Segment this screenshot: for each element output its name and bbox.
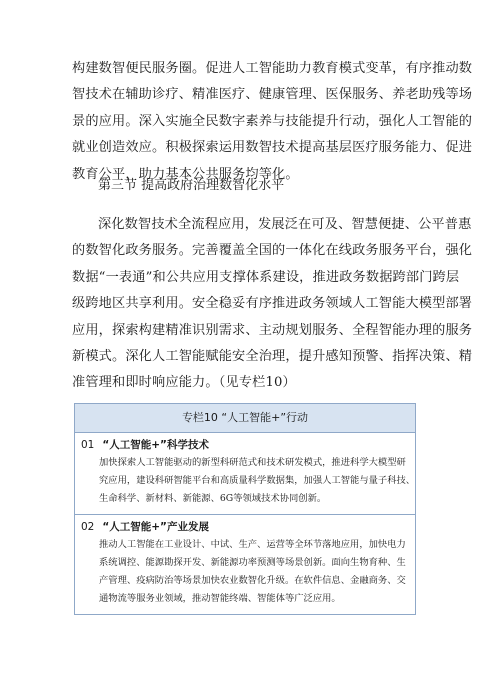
paragraph-public-services	[72, 56, 473, 188]
item-number: 01	[81, 439, 95, 451]
text-line: 准管理和即时响应能力。（见专栏10）	[72, 375, 296, 391]
text-line: 就业创造效应。积极探索运用数智技术提高基层医疗服务能力、促进	[72, 140, 473, 156]
item-line: 推动人工智能在工业设计、中试、生产、运营等全环节落地应用，加快电力	[99, 539, 406, 550]
text-line: 构建数智便民服务圈。促进人工智能助力教育模式变革，有序推动数	[72, 61, 473, 76]
item-line: 系统调控、能源勘探开发、新能源功率预测等场景创新。面向生物育种、生	[99, 557, 406, 568]
text-line: 景的应用。深入实施全民数字素养与技能提升行动，强化人工智能的	[72, 113, 473, 129]
text-line: 新模式。深化人工智能赋能安全治理，提升感知预警、指挥决策、精	[72, 349, 473, 365]
item-body	[81, 536, 409, 608]
text-line: 教育公平，助力基本公共服务均等化。	[72, 166, 299, 182]
text-line: 级跨地区共享利用。安全稳妥有序推进政务领域人工智能大模型部署	[72, 296, 473, 312]
column-item-heading	[81, 519, 409, 536]
text-line: 的数智化政务服务。完善覆盖全国的一体化在线政务服务平台，强化	[72, 243, 473, 259]
item-line: 加快探索人工智能驱动的新型科研范式和技术研发模式，推进科学大模型研	[99, 457, 406, 468]
item-line: 生命科学、新材料、新能源、6G等领域技术协同创新。	[99, 493, 327, 504]
column-box-10	[74, 403, 416, 615]
item-body	[81, 454, 416, 508]
text-line: 数据“一表通”和公共应用支撑体系建设，推进政务数据跨部门跨层	[72, 269, 460, 285]
column-item-heading	[81, 437, 409, 454]
column-item-industry	[75, 515, 415, 614]
section-heading: 第三节 提高政府治理数智化水平	[98, 178, 285, 193]
item-number: 02	[81, 521, 95, 533]
item-line: 通物流等服务业领域，推动智能终端、智能体等广泛应用。	[99, 593, 341, 604]
item-line: 产管理、疫病防治等场景加快农业数智化升级。在软件信息、金融商务、交	[99, 575, 406, 586]
item-line: 究应用，建设科研智能平台和高质量科学数据集，加强人工智能与量子科技、	[99, 475, 416, 486]
item-title: “人工智能+”产业发展	[102, 521, 209, 533]
text-line: 应用，探索构建精准识别需求、主动规划服务、全程智能办理的服务	[72, 322, 473, 338]
text-line: 深化数智技术全流程应用，发展泛在可及、智慧便捷、公平普惠	[98, 217, 472, 232]
text-line: 智技术在辅助诊疗、精准医疗、健康管理、医保服务、养老助残等场	[72, 87, 473, 103]
column-item-science	[75, 433, 415, 515]
column-box-title: 专栏10 “人工智能+”行动	[75, 404, 415, 433]
item-title: “人工智能+”科学技术	[102, 439, 209, 451]
paragraph-government-governance	[72, 212, 473, 397]
